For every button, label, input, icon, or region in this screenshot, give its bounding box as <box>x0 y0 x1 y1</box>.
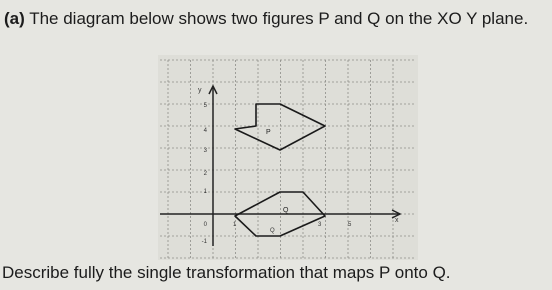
x-axis-label: x <box>395 217 399 224</box>
shape-q-label: Q <box>283 207 289 214</box>
shape-p-label: P <box>266 129 271 136</box>
x-tick-1: 1 <box>233 222 237 228</box>
instruction-text: Describe fully the single transformation that maps P onto Q. <box>2 263 451 282</box>
x-tick-5: 5 <box>348 222 352 228</box>
question-body: The diagram below shows two figures P and Q on the XO Y plane. <box>29 9 529 28</box>
y-tick-5: 5 <box>203 103 207 109</box>
grid-paper <box>158 55 418 260</box>
y-axis-label: y <box>198 87 202 94</box>
y-tick-0: 0 <box>203 222 207 228</box>
y-tick-4: 4 <box>203 128 207 134</box>
shape-q-extra-mark: Q <box>270 228 275 234</box>
y-tick-1: 1 <box>203 189 207 195</box>
y-tick-2: 2 <box>203 171 207 177</box>
y-tick-3: 3 <box>203 148 207 154</box>
y-tick-neg1: -1 <box>201 239 207 245</box>
x-tick-3: 3 <box>318 222 322 228</box>
question-label: (a) <box>4 9 25 28</box>
